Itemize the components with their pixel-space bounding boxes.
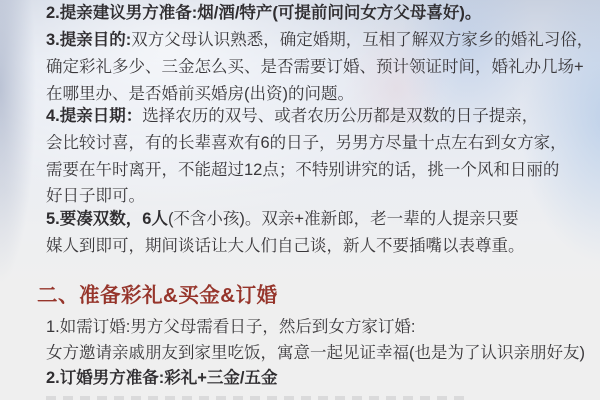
note-line [46, 133, 567, 153]
note-line [46, 57, 584, 77]
note-line [46, 106, 538, 126]
note-line-text: 1.如需订婚:男方父母需看日子，然后到女方家订婚: [46, 318, 416, 336]
note-line [46, 368, 277, 388]
note-line-bold-text: 5.要凑双数，6人 [46, 210, 168, 228]
note-line-text: (不含小孩)。双亲+准新郎，老一辈的人提亲只要 [167, 210, 519, 228]
note-line-bold-text: 2.提亲建议男方准备:烟/酒/特产(可提前问问女方父母喜好)。 [46, 4, 482, 22]
note-line [46, 3, 481, 23]
note-line-text: 在哪里办、是否婚前买婚房(出资)的问题。 [46, 85, 354, 103]
note-line-text: 需要在午时离开，不能超过12点；不特别讲究的话，挑一个风和日丽的 [46, 161, 560, 179]
note-line [46, 30, 593, 50]
note-line [46, 186, 145, 206]
note-line-text: 选择农历的双号、或者农历公历都是双数的日子提亲， [142, 107, 539, 125]
note-line [46, 317, 415, 337]
note-line [46, 343, 585, 363]
note-line [46, 209, 519, 229]
note-line-bold-text: 4.提亲日期： [46, 107, 143, 125]
section-heading: 二、准备彩礼&买金&订婚 [37, 284, 278, 307]
note-line-text: 确定彩礼多少、三金怎么买、是否需要订婚、预计领证时间，婚礼办几场+ [46, 58, 584, 76]
note-line-text: 好日子即可。 [46, 187, 145, 205]
note-line-bold-text: 2.订婚男方准备:彩礼+三金/五金 [46, 369, 278, 387]
note-line-text: 双方父母认识熟悉，确定婚期，互相了解双方家乡的婚礼习俗， [131, 31, 594, 49]
note-line-text: 女方邀请亲戚朋友到家里吃饭，寓意一起见证幸福(也是为了认识亲朋好友) [46, 344, 585, 362]
note-line [46, 236, 525, 256]
note-line-bold-text: 3.提亲目的: [46, 31, 132, 49]
note-line [46, 84, 354, 104]
note-line-text: 会比较讨喜，有的长辈喜欢有6的日子，另男方尽量十点左右到女方家， [46, 134, 567, 152]
note-line-text: 媒人到即可，期间谈话让大人们自己谈，新人不要插嘴以表尊重。 [46, 237, 525, 255]
clipped-next-line [46, 396, 466, 400]
note-line [46, 160, 559, 180]
